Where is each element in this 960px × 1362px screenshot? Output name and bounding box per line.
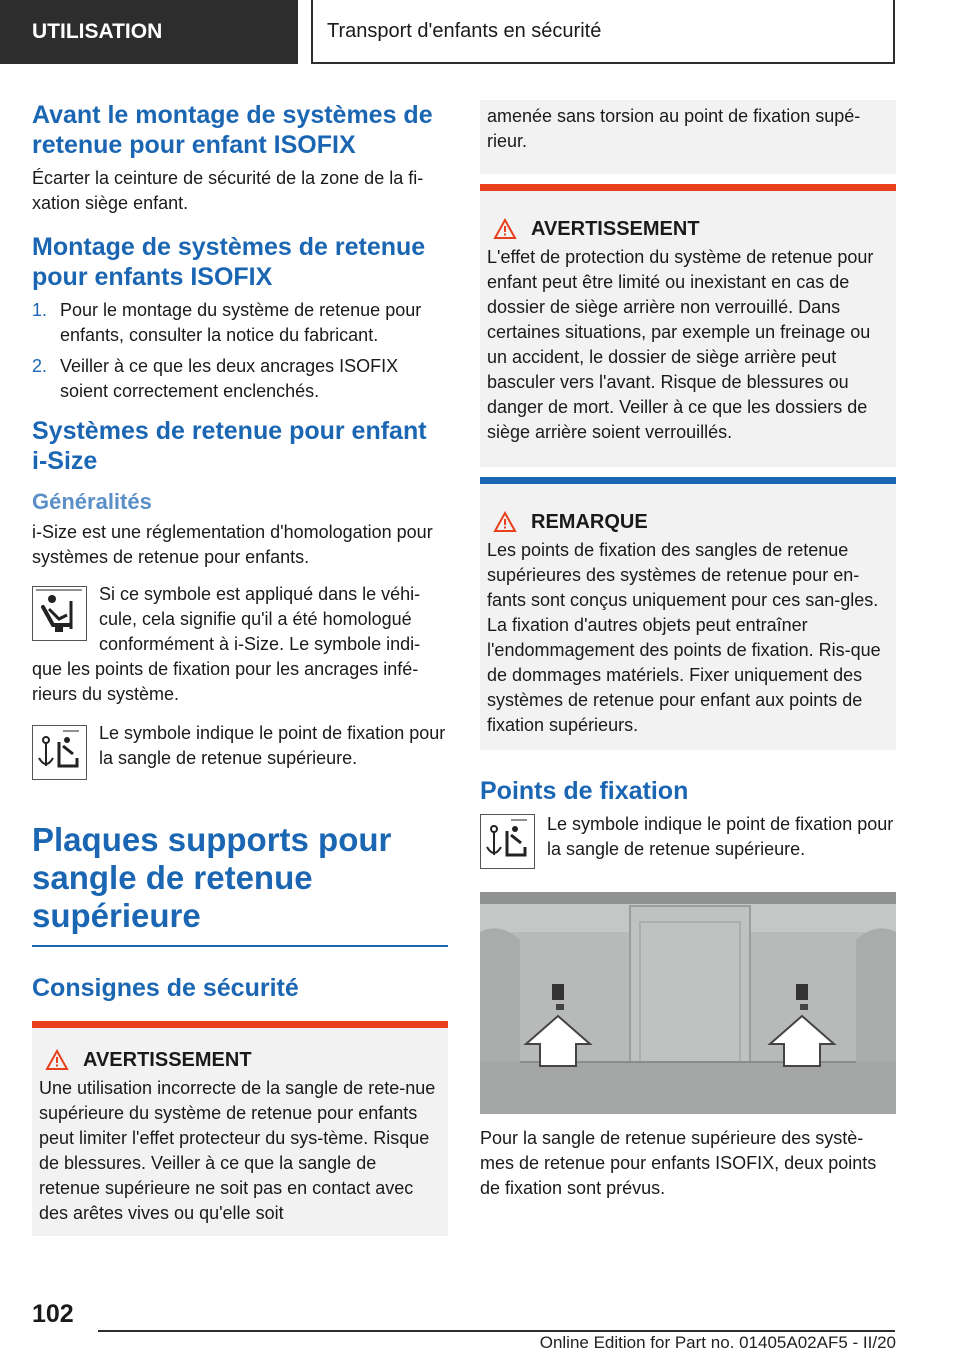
heading-points-fixation: Points de fixation xyxy=(480,777,689,805)
warning-triangle-icon xyxy=(493,511,517,533)
note-title: REMARQUE xyxy=(531,511,648,533)
isize-symbol-row xyxy=(32,582,448,707)
trunk-photo xyxy=(480,892,896,1114)
footer-edition: Online Edition for Part no. 01405A02AF5 - II/20 xyxy=(539,1333,896,1352)
header-section: UTILISATION xyxy=(0,0,298,64)
step-number: 1. xyxy=(32,300,48,320)
note-text: Les points de fixation des sangles de retenue supérieures des systèmes de retenue pour en-fants sont conçus uniquement pour ces san-gles. La fixation d'autres objets peut entraîner l'endommagement des points de fixation. Ris-que de dommages matériels. Fixer uniquement des systèmes de retenue pour enfant aux points de fixation supérieurs. xyxy=(487,540,881,735)
warning-text: Une utilisation incorrecte de la sangle de rete-nue supérieure du système de retenue pour enfants peut limiter l'effet protecteur du sys-tème. Risque de blessures. Veiller à ce que la sangle de retenue supérieure ne soit pas en contact avec des arêtes vives ou qu'elle soit xyxy=(39,1078,436,1223)
step-text: Veiller à ce que les deux ancrages ISOFIX soient correctement enclenchés. xyxy=(60,356,399,401)
warning-bar xyxy=(480,184,896,191)
right-column xyxy=(480,100,896,1201)
list-item xyxy=(32,298,448,348)
note-box xyxy=(480,477,896,750)
list-item xyxy=(32,354,448,404)
step-number: 2. xyxy=(32,356,48,376)
warning-box-1-continued xyxy=(480,100,896,174)
warning-text: L'effet de protection du système de retenue pour enfant peut être limité ou inexistant en cas de dossier de siège arrière non verrouillé. Dans certaines situations, par exemple un freinage ou un accident, le dossier de siège arrière peut basculer vers l'avant. Risque de blessures ou danger de mort. Veiller à ce que les dossiers de siège arrière soient verrouillés. xyxy=(487,247,874,442)
note-bar xyxy=(480,477,896,484)
paragraph-points-symbol: Le symbole indique le point de fixation pour la sangle de retenue supérieure. xyxy=(547,814,894,859)
heading-isize: Systèmes de retenue pour enfant i-Size xyxy=(32,417,427,475)
heading-consignes: Consignes de sécurité xyxy=(32,974,299,1002)
warning-text-continued: amenée sans torsion au point de fixation supé-rieur. xyxy=(487,106,861,151)
top-tether-anchor-icon xyxy=(480,814,535,869)
photo-caption: Pour la sangle de retenue supérieure des systè-mes de retenue pour enfants ISOFIX, deux points de fixation sont prévus. xyxy=(480,1128,877,1198)
isize-seat-icon xyxy=(32,586,87,641)
left-column xyxy=(32,100,448,1236)
warning-box-2 xyxy=(480,184,896,467)
heading-generalites: Généralités xyxy=(32,489,152,514)
warning-bar xyxy=(32,1021,448,1028)
paragraph-isize-symbol: Si ce symbole est appliqué dans le véhi-cule, cela signifie qu'il a été homologué conformément à i-Size. Le symbole indi-que les points de fixation pour les ancrages infé-rieurs du système. xyxy=(32,584,421,704)
warning-title: AVERTISSEMENT xyxy=(83,1049,252,1071)
steps-list xyxy=(32,298,448,404)
step-text: Pour le montage du système de retenue pour enfants, consulter la notice du fabricant. xyxy=(60,300,422,345)
heading-avant-montage: Avant le montage de systèmes de retenue pour enfant ISOFIX xyxy=(32,101,433,159)
top-tether-anchor-icon xyxy=(32,725,87,780)
paragraph-top-tether-symbol: Le symbole indique le point de fixation pour la sangle de retenue supérieure. xyxy=(99,723,446,768)
warning-title: AVERTISSEMENT xyxy=(531,218,700,240)
paragraph-generalites: i-Size est une réglementation d'homologation pour systèmes de retenue pour enfants. xyxy=(32,522,433,567)
paragraph-avant-montage: Écarter la ceinture de sécurité de la zone de la fi-xation siège enfant. xyxy=(32,168,424,213)
warning-box-1 xyxy=(32,1021,448,1236)
heading-plaques-supports: Plaques supports pour sangle de retenue supérieure xyxy=(32,821,448,947)
warning-triangle-icon xyxy=(493,218,517,240)
header-chapter: Transport d'enfants en sécurité xyxy=(311,0,895,64)
heading-montage-isofix: Montage de systèmes de retenue pour enfants ISOFIX xyxy=(32,233,426,291)
points-symbol-row xyxy=(480,812,896,872)
top-tether-symbol-row xyxy=(32,721,448,781)
page-number: 102 xyxy=(32,1300,74,1328)
footer-divider xyxy=(98,1330,895,1332)
warning-triangle-icon xyxy=(45,1049,69,1071)
